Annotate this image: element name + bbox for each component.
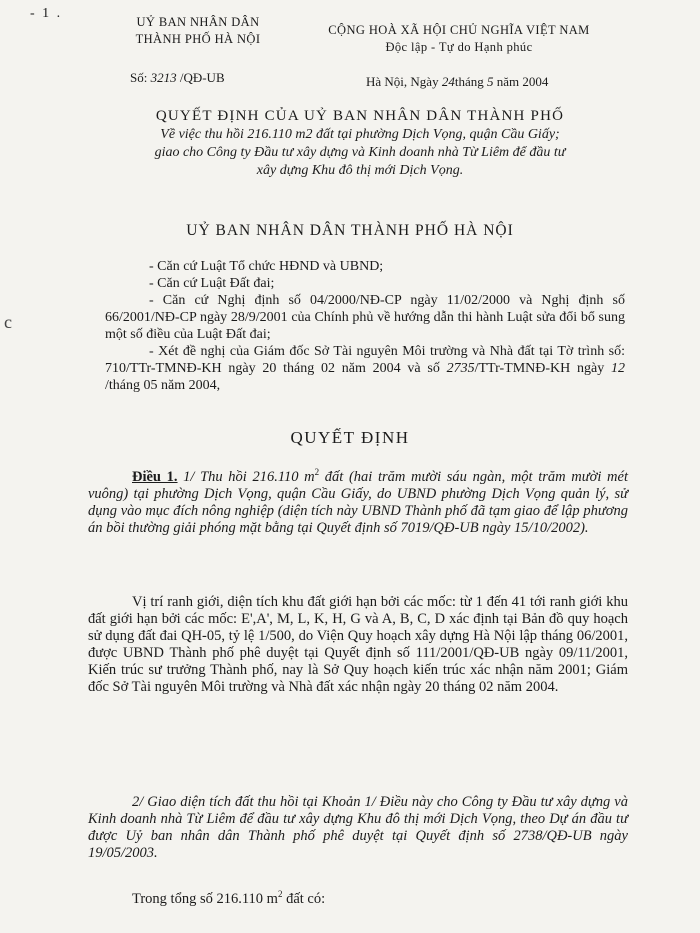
motto-line-1: CỘNG HOÀ XÃ HỘI CHỦ NGHĨA VIỆT NAM <box>328 23 590 37</box>
basis-item: - Căn cứ Luật Tổ chức HĐND và UBND; <box>149 259 384 274</box>
handwritten-number: 2735 <box>446 361 475 376</box>
basis-item: - Căn cứ Nghị định số 04/2000/NĐ-CP ngày 11/02/2000 và Nghị định số 66/2001/NĐ-CP ngày 28/9/2001 của Chính phủ về hướng dẫn thi hành Luật sửa đổi bổ sung một số điều của Luật Đất đai; <box>105 293 625 342</box>
council-heading: UỶ BAN NHÂN DÂN THÀNH PHỐ HÀ NỘI <box>186 222 514 239</box>
national-motto-header <box>300 22 618 56</box>
handwritten-month: 5 <box>486 74 494 89</box>
handwritten-day: 12 <box>611 361 625 376</box>
article-label: Điều 1. <box>132 468 178 485</box>
title-line-4: xây dựng Khu đô thị mới Dịch Vọng. <box>256 163 464 178</box>
article-1-boundary-paragraph: Vị trí ranh giới, diện tích khu đất giới hạn bởi các mốc: từ 1 đến 41 tới ranh giới khu đất giới hạn bởi các mốc: E',A', M, L, K, H, G và A, B, C, D xác định tại Bản đồ quy hoạch sử dụng đất đai QH-05, tỷ lệ 1/500, do Viện Quy hoạch xây dựng Hà Nội lập tháng 06/2001, được UBND Thành phố phê duyệt tại Quyết định số 111/2001/QĐ-UB ngày 09/11/2001, Kiến trúc sư trưởng Thành phố, nay là Sở Quy hoạch kiến trúc xác nhận năm 2001; Giám đốc Sở Tài nguyên Môi trường và Nhà đất xác nhận ngày 20 tháng 02 năm 2004. <box>88 594 628 695</box>
document-date: Hà Nội, Ngày 24tháng 5 năm 2004 <box>366 74 549 89</box>
title-line-3: giao cho Công ty Đầu tư xây dựng và Kinh doanh nhà Từ Liêm để đầu tư <box>154 145 566 160</box>
article-1-clause-2: 2/ Giao diện tích đất thu hồi tại Khoản 1/ Điều này cho Công ty Đầu tư xây dựng và Kinh doanh nhà Từ Liêm để đầu tư xây dựng Khu đô thị mới Dịch Vọng, theo Dự án đầu tư được Uỷ ban nhân dân Thành phố phê duyệt tại Quyết định số 2738/QĐ-UB ngày 19/05/2003. <box>88 794 628 861</box>
handwritten-day: 24 <box>441 74 455 89</box>
article-1-clause-1: Điều 1. 1/ Thu hồi 216.110 $m^2$ đất (hai trăm mười sáu ngàn, một trăm mười mét vuông) tại phường Dịch Vọng, quận Cầu Giấy, do UBND phường Dịch Vọng quản lý, sử dụng vào mục đích nông nghiệp (diện tích này UBND Thành phố đã tạm giao để lập phương án bồi thường giải phóng mặt bằng tại Quyết định số 7019/QĐ-UB ngày 15/10/2002). <box>88 467 628 536</box>
title-line-1: QUYẾT ĐỊNH CỦA UỶ BAN NHÂN DÂN THÀNH PHỐ <box>155 108 565 124</box>
issuer-header <box>108 14 288 48</box>
article-1-total-land: Trong tổng số 216.110 $m^2$ đất có: <box>132 889 326 907</box>
motto-line-2: Độc lập - Tự do Hạnh phúc <box>385 40 533 54</box>
handwritten-number: 3213 <box>150 70 177 85</box>
basis-item: - Căn cứ Luật Đất đai; <box>149 276 275 291</box>
title-line-2: Về việc thu hồi 216.110 m2 đất tại phường Dịch Vọng, quận Cầu Giấy; <box>160 127 560 142</box>
basis-item: - Xét đề nghị của Giám đốc Sở Tài nguyên Môi trường và Nhà đất tại Tờ trình số: 710/TTr-TMNĐ-KH ngày 20 tháng 02 năm 2004 và số 2735/TTr-TMNĐ-KH ngày 12 /tháng 05 năm 2004, <box>105 344 625 393</box>
legal-basis <box>105 258 625 394</box>
document-number: Số: 3213 /QĐ-UB <box>130 70 225 85</box>
document-title <box>90 106 630 180</box>
punch-hole-mark: c <box>4 312 12 332</box>
issuer-line-1: UỶ BAN NHÂN DÂN <box>136 15 260 29</box>
issuer-line-2: THÀNH PHỐ HÀ NỘI <box>135 32 261 46</box>
decision-heading: QUYẾT ĐỊNH <box>290 428 410 447</box>
top-corner-mark: - 1 . <box>30 6 63 21</box>
